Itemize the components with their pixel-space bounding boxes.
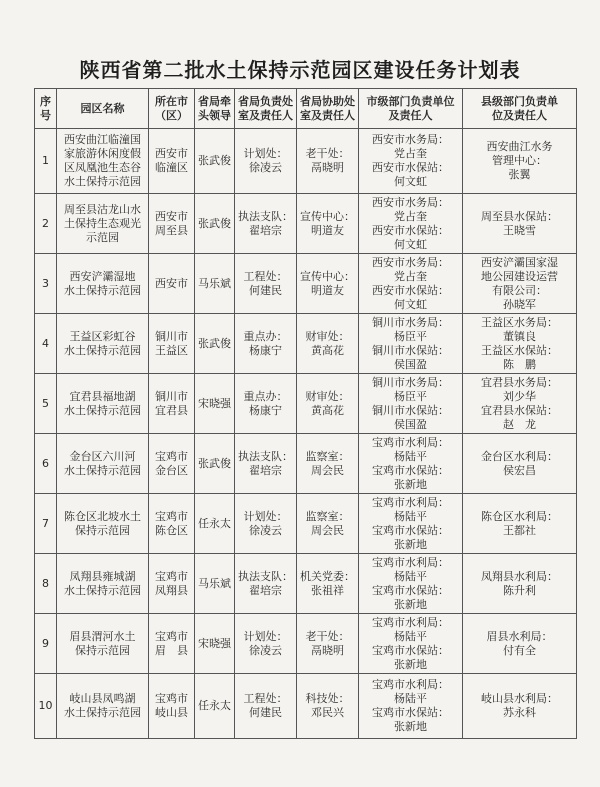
cell-responsible-office: 重点办： 杨康宁 (235, 374, 297, 434)
cell-location: 铜川市 宜君县 (149, 374, 195, 434)
cell-city-dept: 铜川市水务局： 杨臣平 铜川市水保站： 侯国盈 (359, 374, 463, 434)
cell-leader: 任永太 (195, 494, 235, 554)
cell-leader: 任永太 (195, 674, 235, 739)
cell-row-number: 2 (35, 194, 57, 254)
cell-row-number: 8 (35, 554, 57, 614)
cell-row-number: 3 (35, 254, 57, 314)
cell-park-name: 眉县渭河水土 保持示范园 (57, 614, 149, 674)
cell-location: 西安市 (149, 254, 195, 314)
header-assist: 省局协助处 室及责任人 (297, 89, 359, 129)
cell-responsible-office: 计划处： 徐凌云 (235, 494, 297, 554)
cell-responsible-office: 执法支队： 翟培宗 (235, 554, 297, 614)
table-row (35, 674, 577, 739)
cell-park-name: 周至县沽龙山水 土保持生态观光 示范园 (57, 194, 149, 254)
header-no: 序 号 (35, 89, 57, 129)
cell-assist-office: 机关党委： 张祖祥 (297, 554, 359, 614)
cell-assist-office: 财审处： 黄高花 (297, 374, 359, 434)
table-row (35, 494, 577, 554)
cell-city-dept: 西安市水务局： 党占奎 西安市水保站： 何文虹 (359, 129, 463, 194)
cell-location: 西安市 周至县 (149, 194, 195, 254)
cell-location: 宝鸡市 陈仓区 (149, 494, 195, 554)
cell-county-dept: 周至县水保站： 王晓雪 (463, 194, 577, 254)
cell-county-dept: 陈仓区水利局： 王都社 (463, 494, 577, 554)
cell-row-number: 6 (35, 434, 57, 494)
cell-location: 宝鸡市 金台区 (149, 434, 195, 494)
cell-leader: 宋晓强 (195, 374, 235, 434)
cell-responsible-office: 执法支队： 翟培宗 (235, 194, 297, 254)
cell-park-name: 凤翔县雍城湖 水土保持示范园 (57, 554, 149, 614)
cell-city-dept: 宝鸡市水利局： 杨陆平 宝鸡市水保站： 张新地 (359, 614, 463, 674)
cell-location: 宝鸡市 岐山县 (149, 674, 195, 739)
cell-row-number: 9 (35, 614, 57, 674)
cell-leader: 张武俊 (195, 129, 235, 194)
cell-park-name: 王益区彩虹谷 水土保持示范园 (57, 314, 149, 374)
header-location: 所在市 （区） (149, 89, 195, 129)
cell-park-name: 金台区六川河 水土保持示范园 (57, 434, 149, 494)
cell-city-dept: 铜川市水务局： 杨臣平 铜川市水保站： 侯国盈 (359, 314, 463, 374)
cell-row-number: 1 (35, 129, 57, 194)
cell-county-dept: 西安浐灞国家湿 地公园建设运营 有限公司： 孙晓军 (463, 254, 577, 314)
header-city-dept: 市级部门负责单位 及责任人 (359, 89, 463, 129)
cell-location: 西安市 临潼区 (149, 129, 195, 194)
header-responsible: 省局负责处 室及责任人 (235, 89, 297, 129)
cell-park-name: 岐山县凤鸣湖 水土保持示范园 (57, 674, 149, 739)
cell-county-dept: 金台区水利局： 侯宏昌 (463, 434, 577, 494)
table-row (35, 614, 577, 674)
plan-table (34, 88, 577, 739)
cell-park-name: 陈仓区北坡水土 保持示范园 (57, 494, 149, 554)
cell-location: 宝鸡市 眉 县 (149, 614, 195, 674)
header-leader: 省局牵 头领导 (195, 89, 235, 129)
cell-assist-office: 监察室： 周会民 (297, 434, 359, 494)
cell-assist-office: 宣传中心： 明道友 (297, 194, 359, 254)
cell-city-dept: 宝鸡市水利局： 杨陆平 宝鸡市水保站： 张新地 (359, 674, 463, 739)
cell-leader: 张武俊 (195, 314, 235, 374)
cell-responsible-office: 工程处： 何建民 (235, 254, 297, 314)
cell-leader: 马乐斌 (195, 254, 235, 314)
cell-park-name: 西安曲江临潼国 家旅游休闲度假 区凤凰池生态谷 水土保持示范园 (57, 129, 149, 194)
cell-responsible-office: 执法支队： 翟培宗 (235, 434, 297, 494)
cell-park-name: 宜君县福地湖 水土保持示范园 (57, 374, 149, 434)
cell-location: 宝鸡市 凤翔县 (149, 554, 195, 614)
cell-assist-office: 监察室： 周会民 (297, 494, 359, 554)
cell-city-dept: 西安市水务局： 党占奎 西安市水保站： 何文虹 (359, 194, 463, 254)
cell-city-dept: 宝鸡市水利局： 杨陆平 宝鸡市水保站： 张新地 (359, 434, 463, 494)
header-county-dept: 县级部门负责单 位及责任人 (463, 89, 577, 129)
header-park-name: 园区名称 (57, 89, 149, 129)
cell-responsible-office: 计划处： 徐凌云 (235, 614, 297, 674)
cell-row-number: 5 (35, 374, 57, 434)
cell-responsible-office: 工程处： 何建民 (235, 674, 297, 739)
table-row (35, 254, 577, 314)
cell-assist-office: 老干处： 鬲晓明 (297, 614, 359, 674)
table-row (35, 314, 577, 374)
cell-county-dept: 眉县水利局： 付有全 (463, 614, 577, 674)
cell-county-dept: 岐山县水利局： 苏永科 (463, 674, 577, 739)
cell-park-name: 西安浐灞湿地 水土保持示范园 (57, 254, 149, 314)
cell-city-dept: 宝鸡市水利局： 杨陆平 宝鸡市水保站： 张新地 (359, 494, 463, 554)
cell-row-number: 4 (35, 314, 57, 374)
cell-county-dept: 西安曲江水务 管理中心： 张翼 (463, 129, 577, 194)
cell-city-dept: 西安市水务局： 党占奎 西安市水保站： 何文虹 (359, 254, 463, 314)
cell-city-dept: 宝鸡市水利局： 杨陆平 宝鸡市水保站： 张新地 (359, 554, 463, 614)
cell-assist-office: 老干处： 鬲晓明 (297, 129, 359, 194)
cell-leader: 宋晓强 (195, 614, 235, 674)
table-row (35, 554, 577, 614)
cell-leader: 马乐斌 (195, 554, 235, 614)
table-header-row (35, 89, 577, 129)
cell-location: 铜川市 王益区 (149, 314, 195, 374)
cell-county-dept: 王益区水务局： 董镇良 王益区水保站： 陈 鹏 (463, 314, 577, 374)
cell-responsible-office: 计划处： 徐凌云 (235, 129, 297, 194)
table-row (35, 374, 577, 434)
cell-leader: 张武俊 (195, 434, 235, 494)
table-row (35, 194, 577, 254)
cell-assist-office: 科技处： 邓民兴 (297, 674, 359, 739)
cell-county-dept: 宜君县水务局： 刘少华 宜君县水保站： 赵 龙 (463, 374, 577, 434)
cell-leader: 张武俊 (195, 194, 235, 254)
cell-assist-office: 宣传中心： 明道友 (297, 254, 359, 314)
cell-county-dept: 凤翔县水利局： 陈升利 (463, 554, 577, 614)
document-title: 陕西省第二批水土保持示范园区建设任务计划表 (79, 58, 521, 82)
cell-responsible-office: 重点办： 杨康宁 (235, 314, 297, 374)
table-row (35, 129, 577, 194)
cell-assist-office: 财审处： 黄高花 (297, 314, 359, 374)
cell-row-number: 7 (35, 494, 57, 554)
table-row (35, 434, 577, 494)
cell-row-number: 10 (35, 674, 57, 739)
